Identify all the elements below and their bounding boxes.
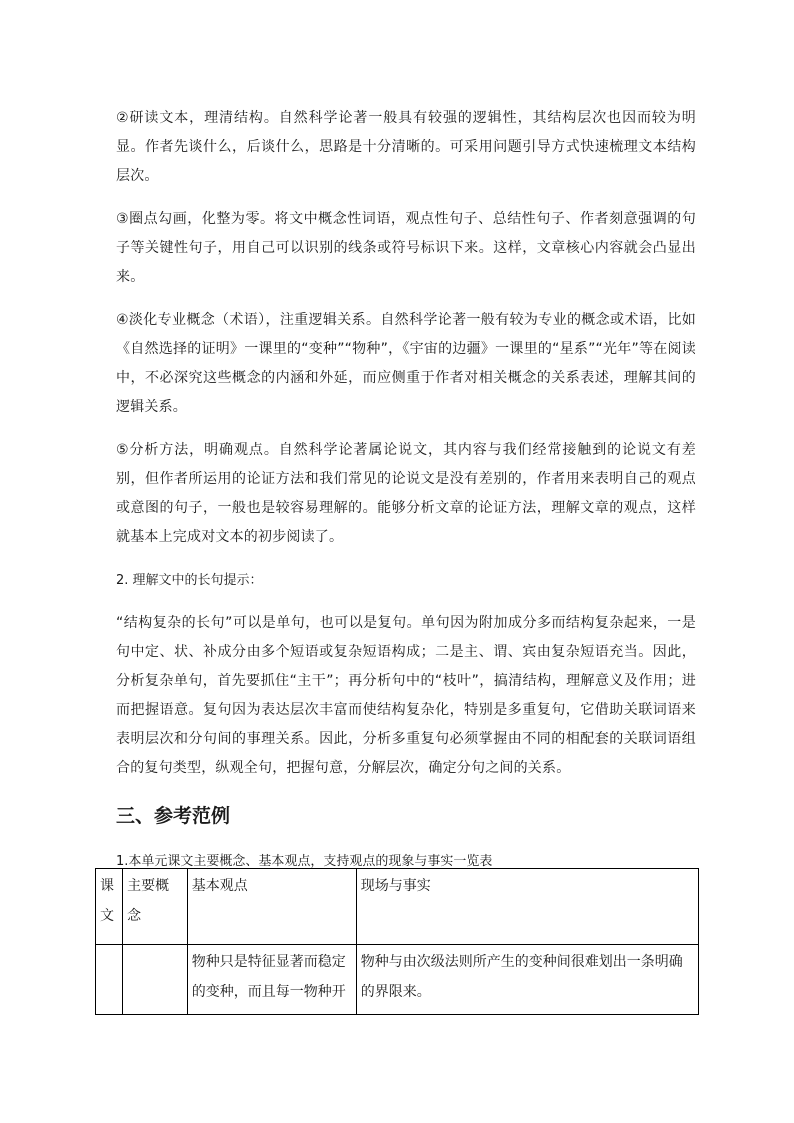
table-header-row xyxy=(96,869,699,945)
header-cell-text: 课文 xyxy=(96,869,123,945)
header-cell-viewpoint: 基本观点 xyxy=(187,869,356,945)
document-body xyxy=(116,104,696,885)
subheading-long-sentences: 2. 理解文中的长句提示： xyxy=(116,573,263,588)
summary-table xyxy=(95,868,699,1015)
table-cell xyxy=(96,945,123,1015)
table-cell: 物种与由次级法则所产生的变种间很难划出一条明确的界限来。 xyxy=(356,945,698,1015)
table-row xyxy=(96,945,699,1015)
paragraph-methods: ⑤分析方法，明确观点。自然科学论著属论说文，其内容与我们经常接触到的论说文有差别，但作者所运用的论证方法和我们常见的论说文是没有差别的，作者用来表明自己的观点或意图的句子，一般也是较容易理解的。能够分析文章的论证方法，理解文章的观点，这样就基本上完成对文本的初步阅读了。 xyxy=(116,442,696,545)
table-cell: 物种只是特征显著而稳定的变种，而且每一物种开 xyxy=(187,945,356,1015)
table-caption: 1.本单元课文主要概念、基本观点，支持观点的现象与事实一览表 xyxy=(116,854,493,869)
paragraph-annotate: ③圈点勾画，化整为零。将文中概念性词语，观点性句子、总结性句子、作者刻意强调的句子等关键性句子，用自己可以识别的线条或符号标识下来。这样，文章核心内容就会凸显出来。 xyxy=(116,211,696,285)
paragraph-concepts: ④淡化专业概念（术语），注重逻辑关系。自然科学论著一般有较为专业的概念或术语，比如《自然选择的证明》一课里的“变种”“物种”，《宇宙的边疆》一课里的“星系”“光年”等在阅读中，不必深究这些概念的内涵和外延，而应侧重于作者对相关概念的关系表述，理解其间的逻辑关系。 xyxy=(116,312,696,415)
paragraph-long-sentences: “结构复杂的长句”可以是单句，也可以是复句。单句因为附加成分多而结构复杂起来，一是句中定、状、补成分由多个短语或复杂短语构成；二是主、谓、宾由复杂短语充当。因此，分析复杂单句，首先要抓住“主干”；再分析句中的“枝叶”，搞清结构，理解意义及作用；进而把握语意。复句因为表达层次丰富而使结构复杂化，特别是多重复句，它借助关联词语来表明层次和分句间的事理关系。因此，分析多重复句必须掌握由不同的相配套的关联词语组合的复句类型，纵观全句，把握句意，分解层次，确定分句之间的关系。 xyxy=(116,615,696,776)
paragraph-study-text: ②研读文本，理清结构。自然科学论著一般具有较强的逻辑性，其结构层次也因而较为明显。作者先谈什么，后谈什么，思路是十分清晰的。可采用问题引导方式快速梳理文本结构层次。 xyxy=(116,110,696,184)
header-cell-facts: 现场与事实 xyxy=(356,869,698,945)
header-cell-concept: 主要概念 xyxy=(123,869,188,945)
table-cell xyxy=(123,945,188,1015)
section-title: 三、参考范例 xyxy=(116,805,231,827)
